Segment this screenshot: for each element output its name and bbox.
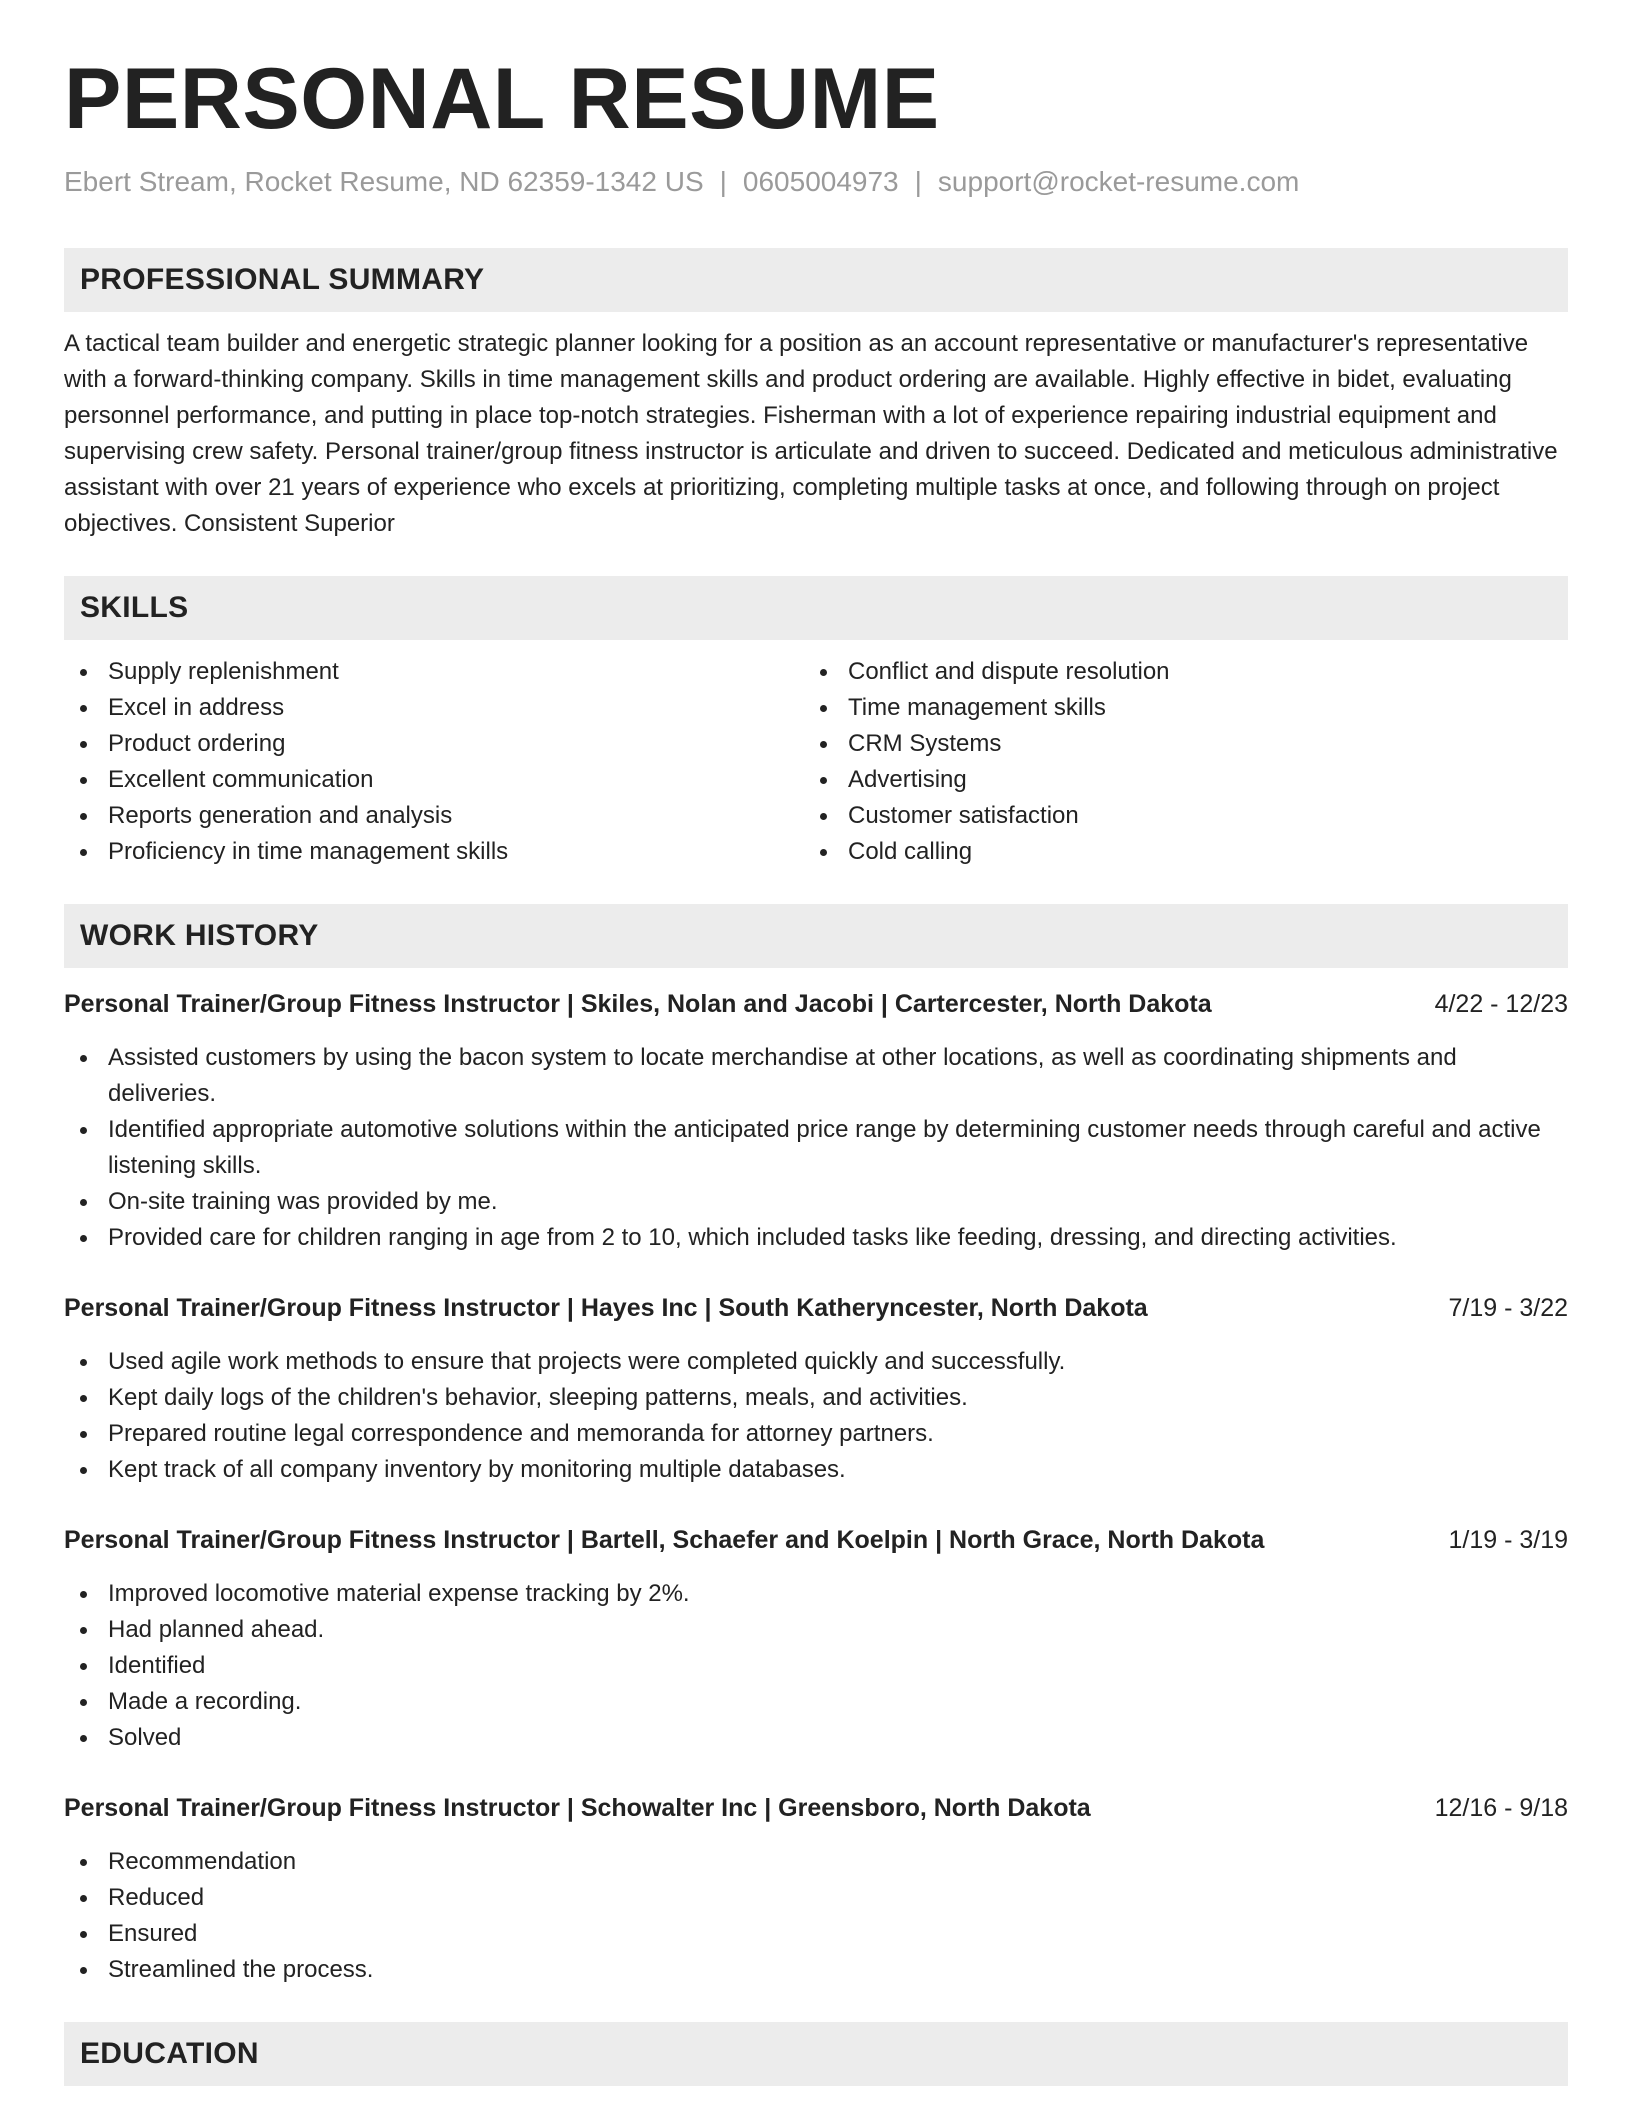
skills-list-right [804,654,1544,870]
contact-separator: | [914,166,922,197]
job-bullet: Kept track of all company inventory by monitoring multiple databases. [64,1452,1568,1488]
job-title-row [64,1790,1568,1826]
contact-line [64,166,1568,198]
skill-item: Customer satisfaction [804,798,1544,834]
job-bullet: Provided care for children ranging in age from 2 to 10, which included tasks like feeding, dressing, and directing activities. [64,1220,1568,1256]
job-title-row [64,1522,1568,1558]
contact-email: support@rocket-resume.com [937,166,1300,197]
contact-separator: | [719,166,727,197]
summary-text: A tactical team builder and energetic strategic planner looking for a position as an account representative or manufacturer's representative with a forward-thinking company. Skills in time management skills and product ordering are available. Highly effective in bidet, evaluating personnel performance, and putting in place top-notch strategies. Fisherman with a lot of experience repairing industrial equipment and supervising crew safety. Personal trainer/group fitness instructor is articulate and driven to succeed. Dedicated and meticulous administrative assistant with over 21 years of experience who excels at prioritizing, completing multiple tasks at once, and following through on project objectives. Consistent Superior [64,330,1558,537]
job-entry [64,1790,1568,1988]
skills-column-left [64,654,804,870]
job-dates: 4/22 - 12/23 [1434,990,1568,1018]
job-dates: 7/19 - 3/22 [1448,1294,1568,1322]
job-bullets [64,1344,1568,1488]
job-dates: 12/16 - 9/18 [1434,1794,1568,1822]
job-bullets [64,1576,1568,1756]
job-title: Personal Trainer/Group Fitness Instructor | Bartell, Schaefer and Koelpin | North Grace, North Dakota [64,1526,1265,1554]
contact-phone: 0605004973 [742,166,899,197]
skill-item: Advertising [804,762,1544,798]
job-entry [64,1522,1568,1756]
job-bullet: Identified appropriate automotive solutions within the anticipated price range by determining customer needs through careful and active listening skills. [64,1112,1568,1184]
job-bullet: Kept daily logs of the children's behavior, sleeping patterns, meals, and activities. [64,1380,1568,1416]
skill-item: Excel in address [64,690,804,726]
skill-item: Conflict and dispute resolution [804,654,1544,690]
skills-grid [64,654,1568,870]
skill-item: Excellent communication [64,762,804,798]
job-title: Personal Trainer/Group Fitness Instructor | Hayes Inc | South Katheryncester, North Dakota [64,1294,1148,1322]
job-bullet: Recommendation [64,1844,1568,1880]
job-bullet: Reduced [64,1880,1568,1916]
resume-name: PERSONAL RESUME [64,51,940,147]
job-entry [64,1290,1568,1488]
job-title-row [64,1290,1568,1326]
job-bullet: Used agile work methods to ensure that projects were completed quickly and successfully. [64,1344,1568,1380]
section-header-work-history: WORK HISTORY [64,904,1568,968]
skill-item: CRM Systems [804,726,1544,762]
job-bullets [64,1040,1568,1256]
job-bullet: Streamlined the process. [64,1952,1568,1988]
section-header-skills: SKILLS [64,576,1568,640]
skill-item: Time management skills [804,690,1544,726]
skills-list-left [64,654,804,870]
job-bullet: Identified [64,1648,1568,1684]
section-header-education: EDUCATION [64,2022,1568,2086]
job-title: Personal Trainer/Group Fitness Instructor | Skiles, Nolan and Jacobi | Cartercester, North Dakota [64,990,1212,1018]
job-bullet: Ensured [64,1916,1568,1952]
job-bullet: Prepared routine legal correspondence and memoranda for attorney partners. [64,1416,1568,1452]
job-entry [64,986,1568,1256]
job-bullet: On-site training was provided by me. [64,1184,1568,1220]
section-header-summary: PROFESSIONAL SUMMARY [64,248,1568,312]
job-bullets [64,1844,1568,1988]
job-bullet: Assisted customers by using the bacon system to locate merchandise at other locations, as well as coordinating shipments and deliveries. [64,1040,1568,1112]
job-bullet: Made a recording. [64,1684,1568,1720]
contact-address: Ebert Stream, Rocket Resume, ND 62359-1342 US [64,166,704,197]
job-title: Personal Trainer/Group Fitness Instructor | Schowalter Inc | Greensboro, North Dakota [64,1794,1091,1822]
skills-column-right [804,654,1544,870]
skill-item: Cold calling [804,834,1544,870]
skill-item: Product ordering [64,726,804,762]
job-bullet: Had planned ahead. [64,1612,1568,1648]
skill-item: Proficiency in time management skills [64,834,804,870]
job-title-row [64,986,1568,1022]
skill-item: Reports generation and analysis [64,798,804,834]
skill-item: Supply replenishment [64,654,804,690]
job-dates: 1/19 - 3/19 [1448,1526,1568,1554]
job-bullet: Improved locomotive material expense tracking by 2%. [64,1576,1568,1612]
job-bullet: Solved [64,1720,1568,1756]
